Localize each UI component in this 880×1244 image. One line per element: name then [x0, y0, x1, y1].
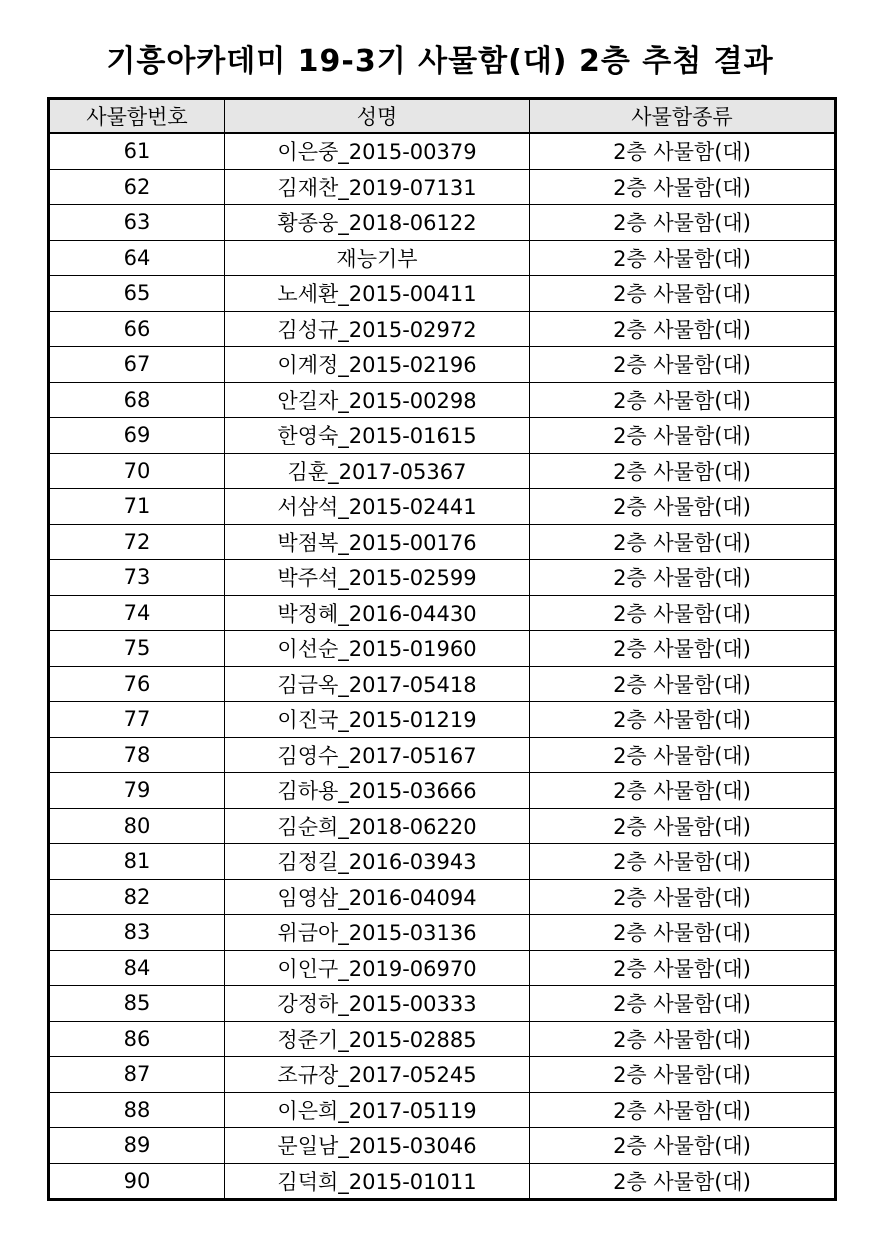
- locker-number-cell: 71: [49, 489, 225, 525]
- locker-type-cell: 2층 사물함(대): [530, 986, 836, 1022]
- table-row: [49, 986, 836, 1022]
- member-name-cell: 김재찬_2019-07131: [225, 169, 530, 205]
- member-name-cell: 재능기부: [225, 240, 530, 276]
- locker-type-cell: 2층 사물함(대): [530, 844, 836, 880]
- member-name-cell: 김금옥_2017-05418: [225, 666, 530, 702]
- locker-number-cell: 68: [49, 382, 225, 418]
- locker-type-cell: 2층 사물함(대): [530, 524, 836, 560]
- locker-number-cell: 81: [49, 844, 225, 880]
- locker-type-cell: 2층 사물함(대): [530, 418, 836, 454]
- table-row: [49, 879, 836, 915]
- locker-number-cell: 86: [49, 1021, 225, 1057]
- table-row: [49, 276, 836, 312]
- locker-type-cell: 2층 사물함(대): [530, 702, 836, 738]
- locker-number-cell: 73: [49, 560, 225, 596]
- table-row: [49, 133, 836, 169]
- table-row: [49, 773, 836, 809]
- member-name-cell: 김정길_2016-03943: [225, 844, 530, 880]
- member-name-cell: 노세환_2015-00411: [225, 276, 530, 312]
- locker-number-cell: 87: [49, 1057, 225, 1093]
- locker-type-cell: 2층 사물함(대): [530, 808, 836, 844]
- locker-type-cell: 2층 사물함(대): [530, 311, 836, 347]
- member-name-cell: 강정하_2015-00333: [225, 986, 530, 1022]
- locker-number-cell: 88: [49, 1092, 225, 1128]
- locker-type-cell: 2층 사물함(대): [530, 631, 836, 667]
- locker-type-cell: 2층 사물함(대): [530, 879, 836, 915]
- member-name-cell: 김하용_2015-03666: [225, 773, 530, 809]
- table-row: [49, 631, 836, 667]
- member-name-cell: 위금아_2015-03136: [225, 915, 530, 951]
- locker-type-cell: 2층 사물함(대): [530, 1128, 836, 1164]
- locker-number-cell: 63: [49, 205, 225, 241]
- table-row: [49, 489, 836, 525]
- table-row: [49, 737, 836, 773]
- member-name-cell: 황종웅_2018-06122: [225, 205, 530, 241]
- table-row: [49, 311, 836, 347]
- member-name-cell: 조규장_2017-05245: [225, 1057, 530, 1093]
- locker-number-cell: 75: [49, 631, 225, 667]
- locker-type-cell: 2층 사물함(대): [530, 1057, 836, 1093]
- locker-number-cell: 76: [49, 666, 225, 702]
- locker-type-cell: 2층 사물함(대): [530, 453, 836, 489]
- table-row: [49, 915, 836, 951]
- locker-number-cell: 61: [49, 133, 225, 169]
- locker-number-cell: 77: [49, 702, 225, 738]
- locker-type-cell: 2층 사물함(대): [530, 1092, 836, 1128]
- locker-number-cell: 74: [49, 595, 225, 631]
- table-header: [49, 99, 836, 134]
- member-name-cell: 김덕희_2015-01011: [225, 1163, 530, 1200]
- table-row: [49, 1092, 836, 1128]
- table-body: [49, 133, 836, 1200]
- table-row: [49, 595, 836, 631]
- table-row: [49, 1021, 836, 1057]
- locker-number-cell: 82: [49, 879, 225, 915]
- member-name-cell: 이은중_2015-00379: [225, 133, 530, 169]
- member-name-cell: 안길자_2015-00298: [225, 382, 530, 418]
- locker-type-cell: 2층 사물함(대): [530, 1163, 836, 1200]
- locker-type-cell: 2층 사물함(대): [530, 382, 836, 418]
- table-row: [49, 205, 836, 241]
- member-name-cell: 김영수_2017-05167: [225, 737, 530, 773]
- member-name-cell: 박점복_2015-00176: [225, 524, 530, 560]
- table-row: [49, 453, 836, 489]
- member-name-cell: 한영숙_2015-01615: [225, 418, 530, 454]
- table-row: [49, 524, 836, 560]
- locker-type-cell: 2층 사물함(대): [530, 950, 836, 986]
- locker-number-cell: 66: [49, 311, 225, 347]
- locker-type-cell: 2층 사물함(대): [530, 205, 836, 241]
- table-row: [49, 1057, 836, 1093]
- locker-number-cell: 78: [49, 737, 225, 773]
- locker-number-cell: 70: [49, 453, 225, 489]
- member-name-cell: 이인구_2019-06970: [225, 950, 530, 986]
- locker-number-cell: 84: [49, 950, 225, 986]
- header-locker-type: 사물함종류: [530, 99, 836, 134]
- locker-results-table: [47, 97, 837, 1201]
- locker-number-cell: 64: [49, 240, 225, 276]
- locker-type-cell: 2층 사물함(대): [530, 347, 836, 383]
- locker-number-cell: 62: [49, 169, 225, 205]
- table-row: [49, 950, 836, 986]
- table-row: [49, 169, 836, 205]
- member-name-cell: 문일남_2015-03046: [225, 1128, 530, 1164]
- locker-type-cell: 2층 사물함(대): [530, 133, 836, 169]
- header-locker-number: 사물함번호: [49, 99, 225, 134]
- member-name-cell: 이은희_2017-05119: [225, 1092, 530, 1128]
- locker-type-cell: 2층 사물함(대): [530, 489, 836, 525]
- locker-type-cell: 2층 사물함(대): [530, 169, 836, 205]
- table-row: [49, 1163, 836, 1200]
- locker-number-cell: 90: [49, 1163, 225, 1200]
- member-name-cell: 박정혜_2016-04430: [225, 595, 530, 631]
- member-name-cell: 이진국_2015-01219: [225, 702, 530, 738]
- table-row: [49, 666, 836, 702]
- locker-type-cell: 2층 사물함(대): [530, 240, 836, 276]
- locker-type-cell: 2층 사물함(대): [530, 737, 836, 773]
- locker-number-cell: 79: [49, 773, 225, 809]
- locker-number-cell: 65: [49, 276, 225, 312]
- locker-type-cell: 2층 사물함(대): [530, 666, 836, 702]
- locker-type-cell: 2층 사물함(대): [530, 276, 836, 312]
- locker-number-cell: 83: [49, 915, 225, 951]
- member-name-cell: 이계정_2015-02196: [225, 347, 530, 383]
- table-row: [49, 382, 836, 418]
- member-name-cell: 박주석_2015-02599: [225, 560, 530, 596]
- member-name-cell: 김훈_2017-05367: [225, 453, 530, 489]
- locker-number-cell: 67: [49, 347, 225, 383]
- table-row: [49, 240, 836, 276]
- member-name-cell: 임영삼_2016-04094: [225, 879, 530, 915]
- member-name-cell: 김성규_2015-02972: [225, 311, 530, 347]
- locker-number-cell: 69: [49, 418, 225, 454]
- member-name-cell: 이선순_2015-01960: [225, 631, 530, 667]
- locker-number-cell: 72: [49, 524, 225, 560]
- table-row: [49, 347, 836, 383]
- table-row: [49, 1128, 836, 1164]
- table-row: [49, 808, 836, 844]
- locker-type-cell: 2층 사물함(대): [530, 595, 836, 631]
- member-name-cell: 서삼석_2015-02441: [225, 489, 530, 525]
- locker-type-cell: 2층 사물함(대): [530, 1021, 836, 1057]
- locker-type-cell: 2층 사물함(대): [530, 560, 836, 596]
- header-name: 성명: [225, 99, 530, 134]
- table-row: [49, 560, 836, 596]
- table-row: [49, 844, 836, 880]
- member-name-cell: 정준기_2015-02885: [225, 1021, 530, 1057]
- locker-number-cell: 89: [49, 1128, 225, 1164]
- table-row: [49, 702, 836, 738]
- document-title: 기흥아카데미 19-3기 사물함(대) 2층 추첨 결과: [106, 44, 774, 79]
- header-row: [49, 99, 836, 134]
- locker-number-cell: 80: [49, 808, 225, 844]
- locker-type-cell: 2층 사물함(대): [530, 915, 836, 951]
- locker-type-cell: 2층 사물함(대): [530, 773, 836, 809]
- member-name-cell: 김순희_2018-06220: [225, 808, 530, 844]
- table-row: [49, 418, 836, 454]
- locker-number-cell: 85: [49, 986, 225, 1022]
